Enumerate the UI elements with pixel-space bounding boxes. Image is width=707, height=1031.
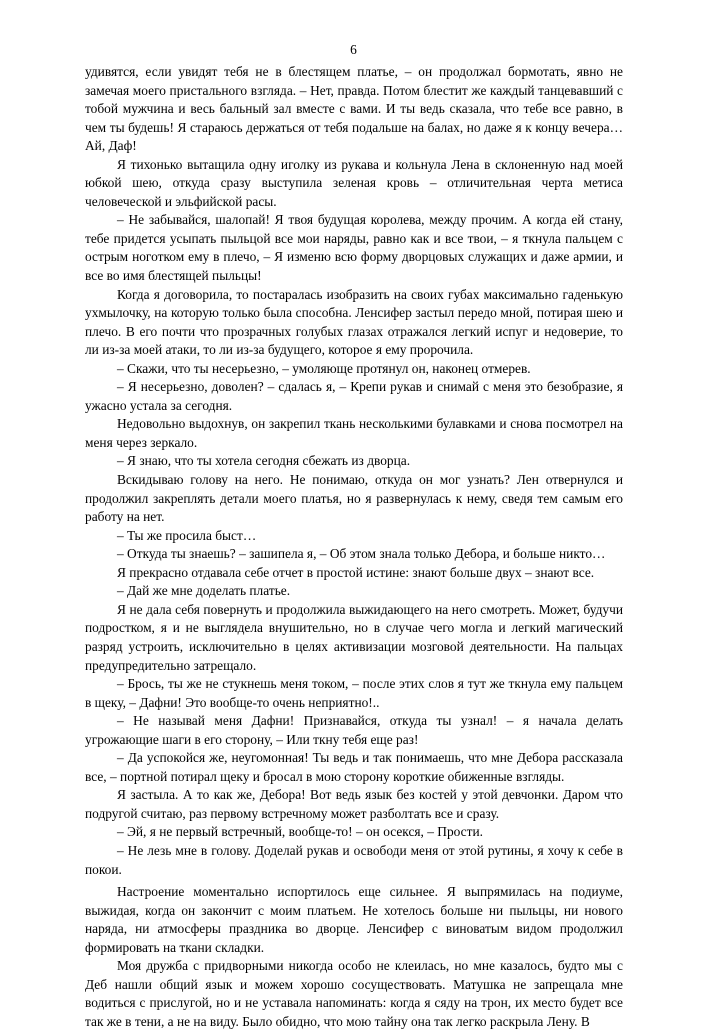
paragraph: Когда я договорила, то постаралась изобразить на своих губах максимально гаденькую ухмылочку, на которую только была способна. Ленсифер застыл передо мной, потирая шею и плечо. В его почти что прозрачных голубых глазах отражался легкий испуг и недоверие, то ли из-за моей атаки, то ли из-за будущего, которое я ему пророчила.	[85, 286, 623, 358]
paragraph: удивятся, если увидят тебя не в блестящем платье, – он продолжал бормотать, явно не замечая моего пристального взгляда. – Нет, правда. Потом блестит же каждый танцевавший с тобой мужчина и весь бальный зал вместе с вами. И ты ведь сказала, что тебе все равно, в чем ты будешь! Я стараюсь держаться от тебя подальше на балах, но даже я к концу вечера… Ай, Даф!	[85, 64, 623, 154]
paragraph: – Не называй меня Дафни! Признавайся, откуда ты узнал! – я начала делать угрожающие шаги в его сторону, – Или ткну тебя еще раз!	[85, 713, 623, 747]
paragraph: Моя дружба с придворными никогда особо не клеилась, но мне казалось, будто мы с Деб нашли общий язык и можем хорошо сосуществовать. Матушка не запрещала мне водиться с прислугой, но и не уставала напоминать: когда я сяду на трон, их место будет все так же в тени, а не на виду. Было обидно, что мою тайну она так легко раскрыла Лену. В	[85, 958, 623, 1029]
paragraph: – Да успокойся же, неугомонная! Ты ведь и так понимаешь, что мне Дебора рассказала все, – портной потирал щеку и бросал в мою сторону короткие обиженные взгляды.	[85, 750, 623, 784]
paragraph: – Дай же мне доделать платье.	[117, 583, 291, 599]
paragraph: Настроение моментально испортилось еще сильнее. Я выпрямилась на подиуме, выжидая, когда он закончит с моим платьем. Не хотелось больше ни пыльцы, ни нового наряда, ни атмосферы праздника во дворце. Ленсифер с виноватым видом продолжил формировать на ткани складки.	[85, 884, 623, 955]
paragraph: Я прекрасно отдавала себе отчет в простой истине: знают больше двух – знают все.	[117, 564, 595, 580]
paragraph: – Ты же просила быст…	[117, 527, 257, 543]
paragraph: – Брось, ты же не стукнешь меня током, – после этих слов я тут же ткнула ему пальцем в щеку, – Дафни! Это вообще-то очень неприятно!..	[85, 676, 623, 710]
paragraph: – Откуда ты знаешь? – зашипела я, – Об этом знала только Дебора, и больше никто…	[117, 546, 606, 562]
paragraph: Я застыла. А то как же, Дебора! Вот ведь язык без костей у этой девчонки. Даром что подругой считаю, раз первому встречному может разболтать все и сразу.	[85, 787, 623, 821]
paragraph: – Я несерьезно, доволен? – сдалась я, – Крепи рукав и снимай с меня это безобразие, я ужасно устала за сегодня.	[85, 379, 623, 413]
paragraph: Я тихонько вытащила одну иголку из рукава и кольнула Лена в склоненную над моей юбкой шею, откуда сразу выступила зеленая кровь – отличительная черта метиса человеческой и эльфийской расы.	[85, 156, 623, 209]
paragraph: – Я знаю, что ты хотела сегодня сбежать из дворца.	[117, 453, 411, 469]
paragraph: – Скажи, что ты несерьезно, – умоляюще протянул он, наконец отмерев.	[117, 360, 531, 376]
paragraph: Вскидываю голову на него. Не понимаю, откуда он мог узнать? Лен отвернулся и продолжил закреплять детали моего платья, но я развернулась к нему, сведя тем самым его работу на нет.	[85, 472, 623, 525]
paragraph: – Не лезь мне в голову. Доделай рукав и освободи меня от этой рутины, я хочу к себе в покои.	[85, 842, 623, 877]
paragraph: – Не забывайся, шалопай! Я твоя будущая королева, между прочим. А когда ей стану, тебе придется усыпать пыльцой все мои наряды, равно как и все твои, – я ткнула пальцем с острым ноготком ему в плечо, – Я изменю всю форму дворцовых служащих и даже армии, и все во имя блестящей пыльцы!	[85, 212, 623, 284]
body-text	[85, 63, 623, 1031]
paragraph: Я не дала себя повернуть и продолжила выжидающего на него смотреть. Может, будучи подростком, я и не выглядела внушительно, но в случае чего могла и легкий магический разряд устроить, исключительно в целях активизации мозговой деятельности. На пальцах предупредительно затрещало.	[85, 601, 623, 673]
page-number: 6	[350, 42, 357, 57]
paragraph: Недовольно выдохнув, он закрепил ткань несколькими булавками и снова посмотрел на меня через зеркало.	[85, 416, 623, 450]
paragraph: – Эй, я не первый встречный, вообще-то! – он осекся, – Прости.	[117, 824, 483, 840]
